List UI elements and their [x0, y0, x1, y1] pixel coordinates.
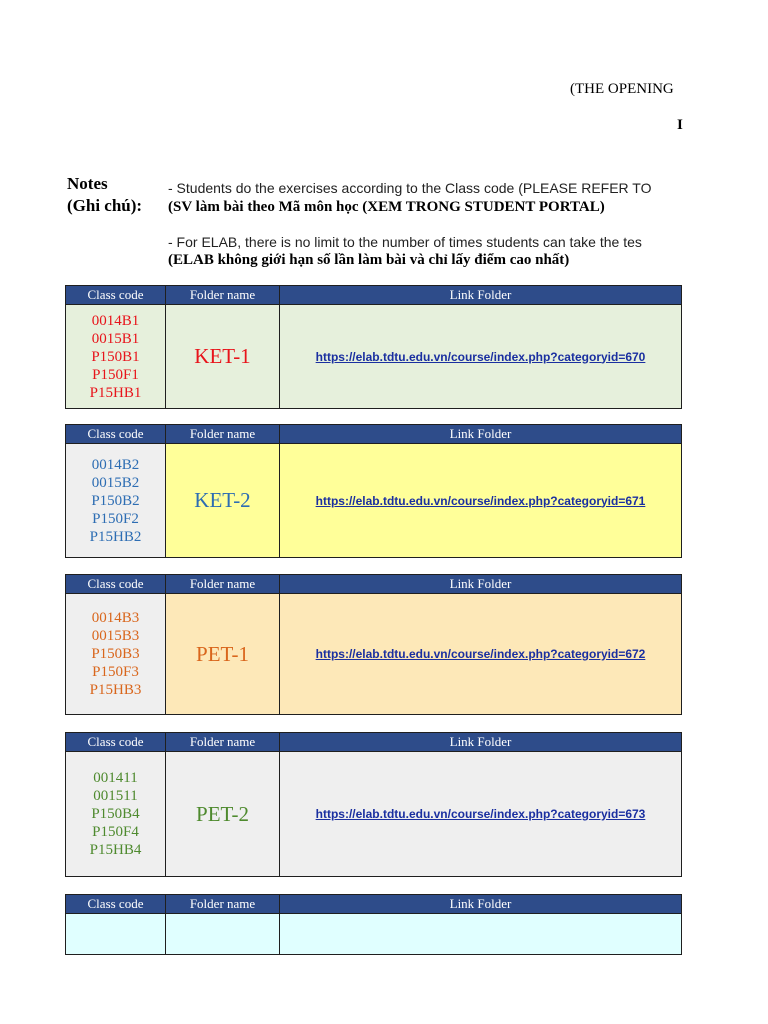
class-code: P15HB4	[89, 842, 142, 858]
link-folder-header: Link Folder	[449, 734, 512, 749]
class-code: 001511	[93, 788, 138, 804]
folder-link[interactable]: https://elab.tdtu.edu.vn/course/index.php?categoryid=670	[315, 349, 646, 364]
class-code-header: Class code	[66, 575, 166, 593]
table-header-row	[66, 895, 681, 914]
class-code-header: Class code	[66, 286, 166, 304]
class-code: P150F4	[92, 824, 139, 840]
class-code-header: Class code	[66, 733, 166, 751]
table-row	[66, 914, 681, 954]
class-table-1	[65, 285, 682, 409]
class-code-cell	[66, 752, 166, 876]
class-code: P150B4	[91, 806, 140, 822]
folder-name-cell: PET-1	[166, 594, 280, 714]
folder-name-cell: KET-1	[166, 305, 280, 408]
folder-name-header: Folder name	[166, 425, 280, 443]
class-code: 0014B3	[91, 610, 140, 626]
folder-name-cell: PET-2	[166, 752, 280, 876]
folder-name-header: Folder name	[166, 895, 280, 913]
link-folder-header: Link Folder	[449, 576, 512, 591]
class-code: 0015B2	[91, 474, 140, 491]
link-folder-cell	[280, 444, 681, 557]
class-table-2	[65, 424, 682, 558]
folder-link[interactable]: https://elab.tdtu.edu.vn/course/index.php?categoryid=671	[315, 493, 646, 508]
note-1-en: - Students do the exercises according to the Class code (PLEASE REFER TO	[168, 180, 652, 196]
table-row	[66, 752, 681, 876]
class-code: P15HB3	[89, 682, 142, 698]
class-code: P150B3	[91, 646, 140, 662]
folder-name-header: Folder name	[166, 733, 280, 751]
class-code: P150F1	[92, 366, 139, 383]
table-row	[66, 305, 681, 408]
notes-label-vi: (Ghi chú):	[67, 196, 143, 215]
note-2-vi: (ELAB không giới hạn số lần làm bài và chỉ lấy điểm cao nhất)	[168, 252, 570, 268]
table-header-row	[66, 286, 681, 305]
folder-link[interactable]: https://elab.tdtu.edu.vn/course/index.php?categoryid=672	[315, 647, 646, 661]
link-folder-cell	[280, 305, 681, 408]
class-code: 0015B3	[91, 628, 140, 644]
class-table-3	[65, 574, 682, 715]
class-code: 0014B2	[91, 456, 140, 473]
class-code-cell	[66, 914, 166, 954]
class-code: P150B2	[91, 492, 140, 509]
table-header-row	[66, 425, 681, 444]
class-code-header: Class code	[66, 895, 166, 913]
class-table-4	[65, 732, 682, 877]
table-header-row	[66, 575, 681, 594]
table-row	[66, 444, 681, 557]
folder-name-header: Folder name	[166, 575, 280, 593]
document-header-line1: (THE OPENING	[570, 81, 674, 97]
link-folder-cell	[280, 914, 681, 954]
class-code-cell	[66, 594, 166, 714]
class-code: P15HB2	[89, 528, 142, 545]
document-header-line2: I	[677, 117, 683, 133]
folder-name-cell: KET-2	[166, 444, 280, 557]
class-code: P150B1	[91, 348, 140, 365]
class-code: 0015B1	[91, 330, 140, 347]
class-code: 0014B1	[91, 312, 140, 329]
note-2-en: - For ELAB, there is no limit to the number of times students can take the tes	[168, 234, 642, 250]
notes-label-en: Notes	[67, 174, 108, 193]
class-code: P150F2	[92, 510, 139, 527]
link-folder-cell	[280, 752, 681, 876]
class-code: P150F3	[92, 664, 139, 680]
note-1-vi: (SV làm bài theo Mã môn học (XEM TRONG STUDENT PORTAL)	[168, 199, 605, 215]
folder-name-header: Folder name	[166, 286, 280, 304]
notes-label	[67, 173, 142, 217]
class-table-5	[65, 894, 682, 955]
class-code: 001411	[93, 770, 138, 786]
table-row	[66, 594, 681, 714]
table-header-row	[66, 733, 681, 752]
link-folder-header: Link Folder	[449, 287, 512, 302]
folder-link[interactable]: https://elab.tdtu.edu.vn/course/index.php?categoryid=673	[315, 807, 646, 821]
class-code-header: Class code	[66, 425, 166, 443]
link-folder-cell	[280, 594, 681, 714]
class-code: P15HB1	[89, 384, 142, 401]
link-folder-header: Link Folder	[449, 896, 512, 911]
link-folder-header: Link Folder	[449, 426, 512, 441]
class-code-cell	[66, 305, 166, 408]
folder-name-cell	[166, 914, 280, 954]
class-code-cell	[66, 444, 166, 557]
